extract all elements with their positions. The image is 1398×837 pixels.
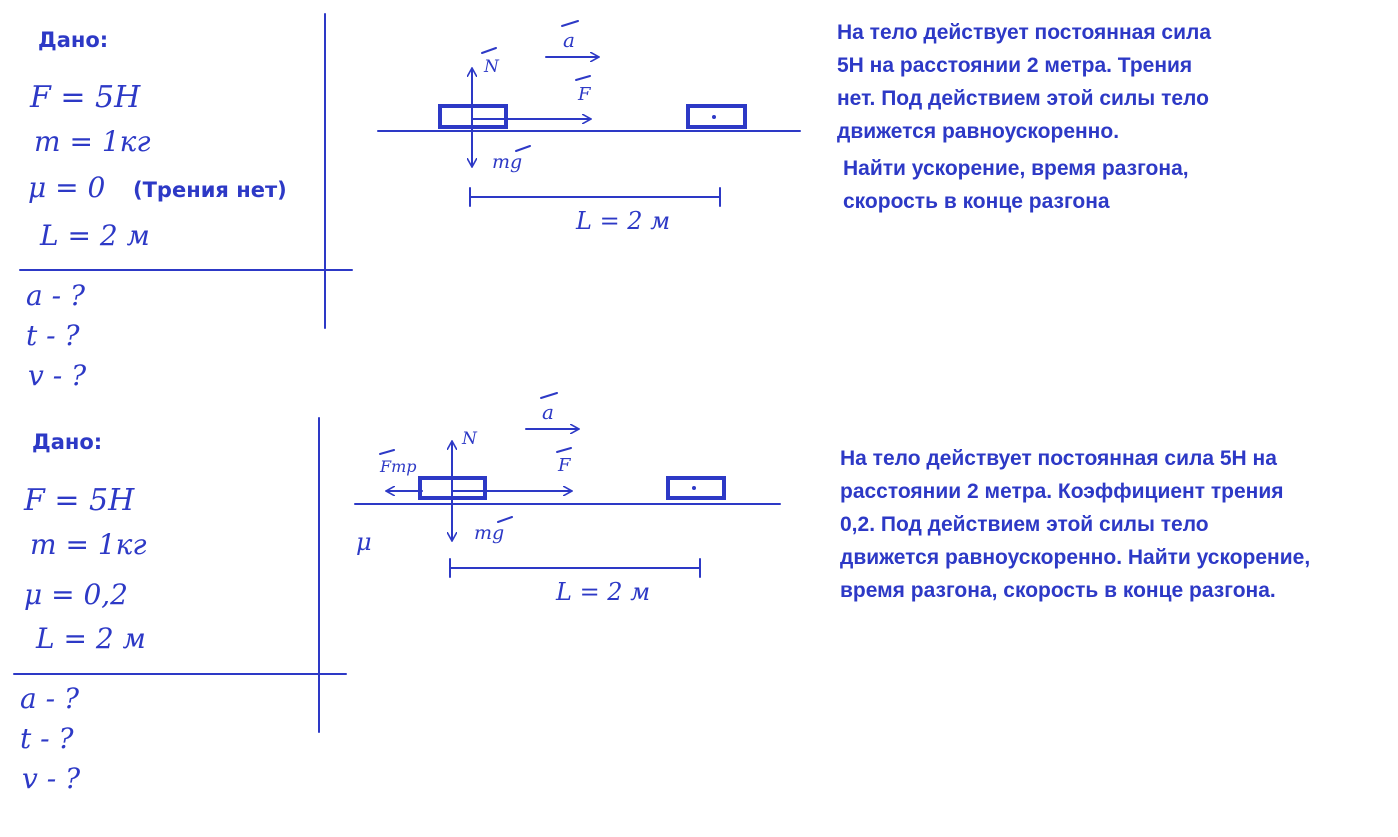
normal-force-label: N (462, 429, 477, 449)
given-heading: Дано: (32, 430, 103, 454)
acceleration-label: a (542, 400, 554, 424)
force-vector-bar (557, 448, 571, 452)
statement-line: На тело действует постоянная сила 5Н на (840, 447, 1277, 470)
acceleration-label: a (563, 28, 575, 52)
problem2-given-block (14, 418, 346, 795)
unknown-time: t - ? (20, 722, 74, 755)
distance-label: L = 2 м (556, 578, 651, 606)
given-mass: m = 1кг (30, 528, 147, 561)
gravity-label: mg (492, 151, 523, 173)
force-vector-bar (576, 76, 590, 80)
unknown-acceleration: a - ? (26, 279, 85, 312)
statement-line: движется равноускоренно. Найти ускорение, (840, 546, 1311, 569)
given-force: F = 5H (24, 483, 135, 518)
problem1-statement (837, 16, 1211, 148)
body-end-center-dot (712, 115, 716, 119)
statement-line: 0,2. Под действием этой силы тело (840, 513, 1209, 536)
statement-line: расстоянии 2 метра. Коэффициент трения (840, 480, 1284, 503)
task-line: скорость в конце разгона (843, 190, 1110, 213)
acceleration-vector-bar (541, 393, 557, 398)
given-friction-note: (Трения нет) (133, 178, 287, 202)
force-label: F (558, 455, 571, 476)
distance-label: L = 2 м (576, 207, 671, 235)
given-distance: L = 2 м (36, 622, 146, 655)
gravity-label: mg (474, 522, 505, 544)
unknown-velocity: v - ? (28, 359, 87, 392)
surface-friction-label: μ (356, 528, 372, 556)
statement-line: На тело действует постоянная сила (837, 21, 1212, 44)
given-friction-coefficient: μ = 0,2 (24, 578, 128, 611)
acceleration-vector-bar (562, 21, 578, 26)
given-mass: m = 1кг (34, 125, 151, 158)
friction-force-vector-bar (380, 450, 394, 454)
gravity-vector-bar (498, 517, 512, 522)
unknown-acceleration: a - ? (20, 682, 79, 715)
friction-force-label: Fтр (380, 457, 417, 476)
problem2-statement (840, 442, 1310, 607)
problem1-task (843, 152, 1189, 218)
problem2-diagram (355, 393, 780, 606)
statement-line: движется равноускоренно. (837, 120, 1120, 143)
problem1-given-block (20, 14, 352, 392)
statement-line: нет. Под действием этой силы тело (837, 87, 1209, 110)
statement-line: 5Н на расстоянии 2 метра. Трения (837, 54, 1193, 77)
body-end (688, 106, 745, 127)
statement-line: время разгона, скорость в конце разгона. (840, 579, 1276, 602)
normal-force-label: N (484, 57, 499, 77)
given-distance: L = 2 м (40, 219, 150, 252)
task-line: Найти ускорение, время разгона, (843, 157, 1189, 180)
gravity-vector-bar (516, 146, 530, 151)
given-force: F = 5H (30, 80, 141, 115)
unknown-velocity: v - ? (22, 762, 81, 795)
force-label: F (578, 84, 591, 105)
unknown-time: t - ? (26, 319, 80, 352)
normal-force-vector-bar (482, 48, 496, 53)
body-end-center-dot (692, 486, 696, 490)
given-heading: Дано: (38, 28, 109, 52)
given-friction-coefficient: μ = 0 (28, 171, 106, 204)
problem1-diagram (378, 21, 800, 235)
